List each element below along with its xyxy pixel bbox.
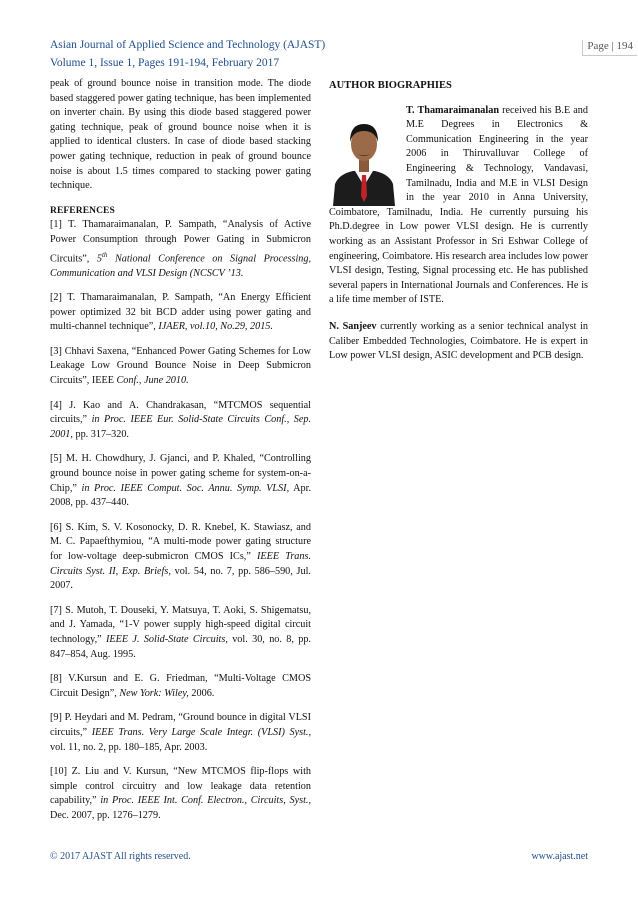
reference-details: vol. 30, no. 8, pp. 847–854, Aug. 1995. bbox=[50, 633, 311, 660]
reference-source: IEEE Trans. Very Large Scale Integr. (VLSI) Syst., bbox=[91, 726, 311, 738]
reference-text: [4] J. Kao and A. Chandrakasan, “MTCMOS sequential circuits,” bbox=[50, 399, 311, 426]
journal-title: Asian Journal of Applied Science and Technology (AJAST) bbox=[50, 39, 326, 51]
reference-item bbox=[50, 399, 311, 443]
reference-text: [6] S. Kim, S. V. Kosonocky, D. R. Knebel, K. Stawiasz, and M. C. Papaefthymiou, “A multi-mode power gating structure for low-voltage deep-submicron CMOS ICs,” bbox=[50, 521, 311, 563]
reference-source: in Proc. IEEE Eur. Solid-State Circuits Conf., Sep. 2001, bbox=[50, 414, 311, 440]
reference-details: Apr. 2008, pp. 437–440. bbox=[50, 482, 311, 509]
author-photo bbox=[329, 104, 399, 206]
page-number: Page | 194 bbox=[587, 40, 633, 52]
reference-superscript: th bbox=[101, 250, 108, 259]
reference-text: [7] S. Mutoh, T. Douseki, Y. Matsuya, T. Aoki, S. Shigematsu, and J. Yamada, “1-V power supply high-speed digital circuit technology,” bbox=[50, 604, 311, 645]
reference-source: National Conference on Signal Processing, Communication and VLSI Design (NCSCV ’13. bbox=[50, 252, 312, 279]
reference-text: [10] Z. Liu and V. Kursun, “New MTCMOS flip-flops with simple control circuitry and low leakage data retention capability,” bbox=[50, 766, 311, 807]
reference-item bbox=[50, 604, 311, 662]
reference-source: in Proc. IEEE Comput. Soc. Annu. Symp. VLSI, bbox=[81, 482, 290, 494]
left-column bbox=[50, 77, 311, 824]
reference-text: [1] T. Thamaraimanalan, P. Sampath, “Analysis of Active Power Consumption through Power Gating in Submicron Circuits”, bbox=[50, 219, 311, 264]
references-heading: REFERENCES bbox=[50, 205, 115, 216]
reference-item bbox=[50, 452, 311, 510]
reference-item bbox=[50, 218, 311, 281]
author-name-2: N. Sanjeev bbox=[329, 320, 377, 332]
reference-source: Conf., June 2010. bbox=[116, 375, 189, 387]
issue-info: Volume 1, Issue 1, Pages 191-194, February 2017 bbox=[50, 57, 280, 69]
author-bio-1-text: received his B.E and M.E Degrees in Electronics & Communication Engineering in the year 2006 in Thiruvalluvar College of Engineering & Technology, Vandavasi, Tamilnadu, India and M.E in VLSI Design in the year 2010 in Anna University, Coimbatore, Tamilnadu, India. He currently pursuing his Ph.D.degree in Low power VLSI design. He is currently working as an Assistant Professor in Sri Eshwar College of engineering, Coimbatore. His research area includes low power VLSI design, Testing, Signal processing etc. He has published several papers in International Journals and Conferences. He is a life time member of ISTE. bbox=[329, 104, 588, 306]
reference-text: [5] M. H. Chowdhury, J. Gjanci, and P. Khaled, “Controlling ground bounce noise in power gating scheme for system-on-a-Chip,” bbox=[50, 453, 311, 494]
footer-website[interactable]: www.ajast.net bbox=[531, 851, 588, 862]
reference-details: pp. 317–320. bbox=[72, 428, 129, 440]
footer-copyright: © 2017 AJAST All rights reserved. bbox=[50, 851, 191, 862]
reference-item bbox=[50, 711, 311, 755]
reference-source: IEEE J. Solid-State Circuits, bbox=[106, 633, 228, 645]
author-bio-2-text: currently working as a senior technical analyst in Caliber Embedded Technologies, Coimbatore. He is expert in Low power VLSI design, ASIC development and PCB design. bbox=[329, 320, 588, 362]
reference-item bbox=[50, 672, 311, 701]
reference-details: vol. 11, no. 2, pp. 180–185, Apr. 2003. bbox=[50, 741, 208, 753]
reference-details: vol. 54, no. 7, pp. 586–590, Jul. 2007. bbox=[50, 565, 311, 592]
reference-text: [8] V.Kursun and E. G. Friedman, “Multi-Voltage CMOS Circuit Design”, bbox=[50, 673, 311, 699]
reference-item bbox=[50, 765, 311, 823]
reference-item bbox=[50, 291, 311, 335]
reference-item bbox=[50, 345, 311, 389]
biographies-heading: AUTHOR BIOGRAPHIES bbox=[329, 80, 452, 91]
reference-source: IEEE Trans. Circuits Syst. II, Exp. Briefs, bbox=[50, 551, 311, 577]
author-name-1: T. Thamaraimanalan bbox=[406, 104, 499, 116]
reference-item bbox=[50, 521, 311, 594]
reference-text: [3] Chhavi Saxena, “Enhanced Power Gating Schemes for Low Leakage Low Ground Bounce Noise in Deep Submicron Circuits”, IEEE bbox=[50, 345, 311, 387]
reference-details: Dec. 2007, pp. 1276–1279. bbox=[50, 809, 161, 821]
page-number-box bbox=[582, 40, 637, 56]
reference-ordinal: 5 bbox=[96, 252, 102, 264]
right-column bbox=[329, 77, 588, 364]
author-bio-2 bbox=[329, 320, 588, 364]
reference-source: New York: Wiley, bbox=[119, 687, 189, 699]
reference-source: in Proc. IEEE Int. Conf. Electron., Circuits, Syst., bbox=[100, 795, 312, 807]
reference-list bbox=[50, 218, 311, 823]
reference-details: 2006. bbox=[188, 687, 215, 699]
author-bio-1 bbox=[329, 104, 588, 308]
reference-source: IJAER, vol.10, No.29, 2015. bbox=[158, 321, 273, 333]
reference-text: [2] T. Thamaraimanalan, P. Sampath, “An Energy Efficient power optimized 32 bit BCD adder using power gating and multi-channel technique”, bbox=[50, 292, 311, 333]
reference-text: [9] P. Heydari and M. Pedram, “Ground bounce in digital VLSI circuits,” bbox=[50, 712, 311, 738]
intro-paragraph: peak of ground bounce noise in transition mode. The diode based staggered power gating technique, has been implemented on inverter chain. By using this diode based staggered power gating technique, peak of ground bounce noise when it is applied to identical clusters. In case of diode based stacking power gating technique, reduction in peak of ground bounce noise is about 1.5 times compared to stacking power gating technique. bbox=[50, 78, 311, 192]
